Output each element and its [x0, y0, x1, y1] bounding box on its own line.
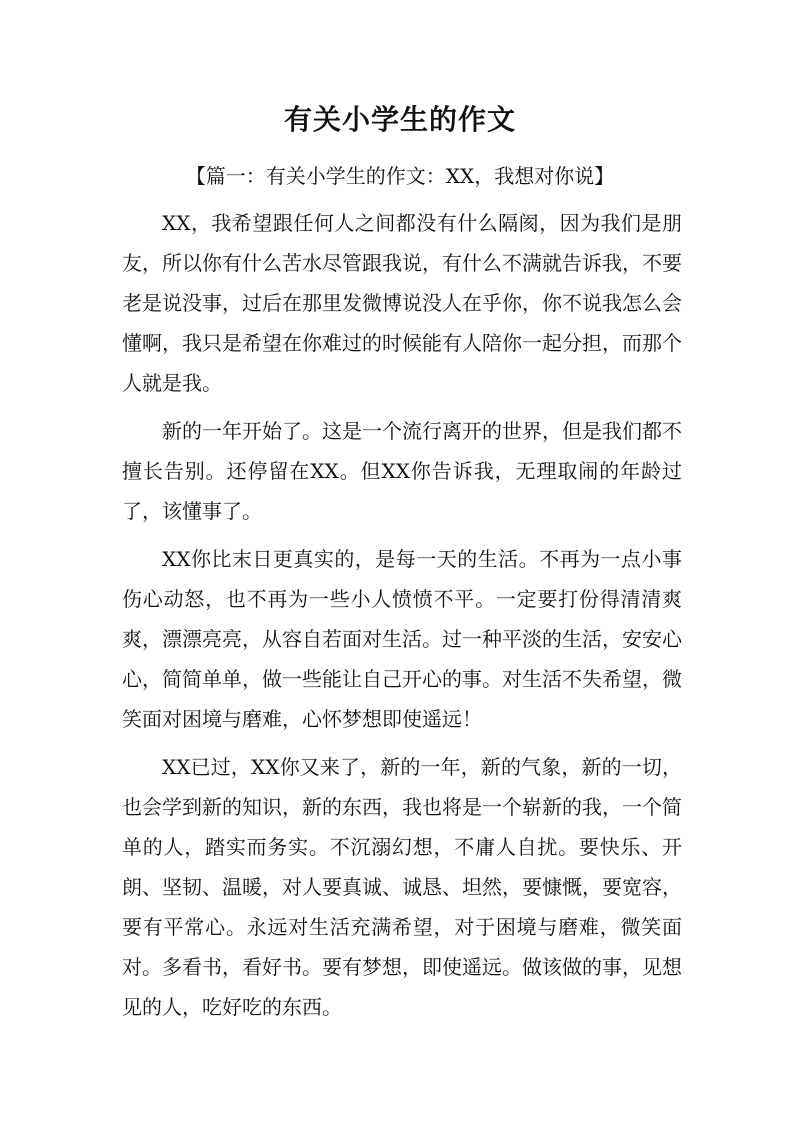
paragraph: XX，我希望跟任何人之间都没有什么隔阂，因为我们是朋友，所以你有什么苦水尽管跟我说，有什么不满就告诉我，不要老是说没事，过后在那里发微博说没人在乎你，你不说我怎么会懂啊，我只是希望在你难过的时候能有人陪你一起分担，而那个人就是我。 [122, 211, 682, 395]
document-title: 有关小学生的作文 [283, 103, 516, 136]
paragraph: XX你比末日更真实的，是每一天的生活。不再为一点小事伤心动怒，也不再为一些小人愤愤不平。一定要打份得清清爽爽，漂漂亮亮，从容自若面对生活。过一种平淡的生活，安安心心，简简单单，做一些能让自己开心的事。对生活不失希望，微笑面对困境与磨难，心怀梦想即使遥远！ [122, 547, 682, 731]
document-body [122, 203, 682, 1035]
paragraph: 新的一年开始了。这是一个流行离开的世界，但是我们都不擅长告别。还停留在XX。但XX你告诉我，无理取闹的年龄过了，该懂事了。 [122, 419, 682, 523]
paragraph: XX已过，XX你又来了，新的一年，新的气象，新的一切，也会学到新的知识，新的东西，我也将是一个崭新的我，一个简单的人，踏实而务实。不沉溺幻想，不庸人自扰。要快乐、开朗、坚韧、温暖，对人要真诚、诚恳、坦然，要慷慨，要宽容，要有平常心。永远对生活充满希望，对于困境与磨难，微笑面对。多看书，看好书。要有梦想，即使遥远。做该做的事，见想见的人，吃好吃的东西。 [122, 755, 682, 1019]
section-heading: 【篇一：有关小学生的作文：XX，我想对你说】 [185, 164, 615, 188]
